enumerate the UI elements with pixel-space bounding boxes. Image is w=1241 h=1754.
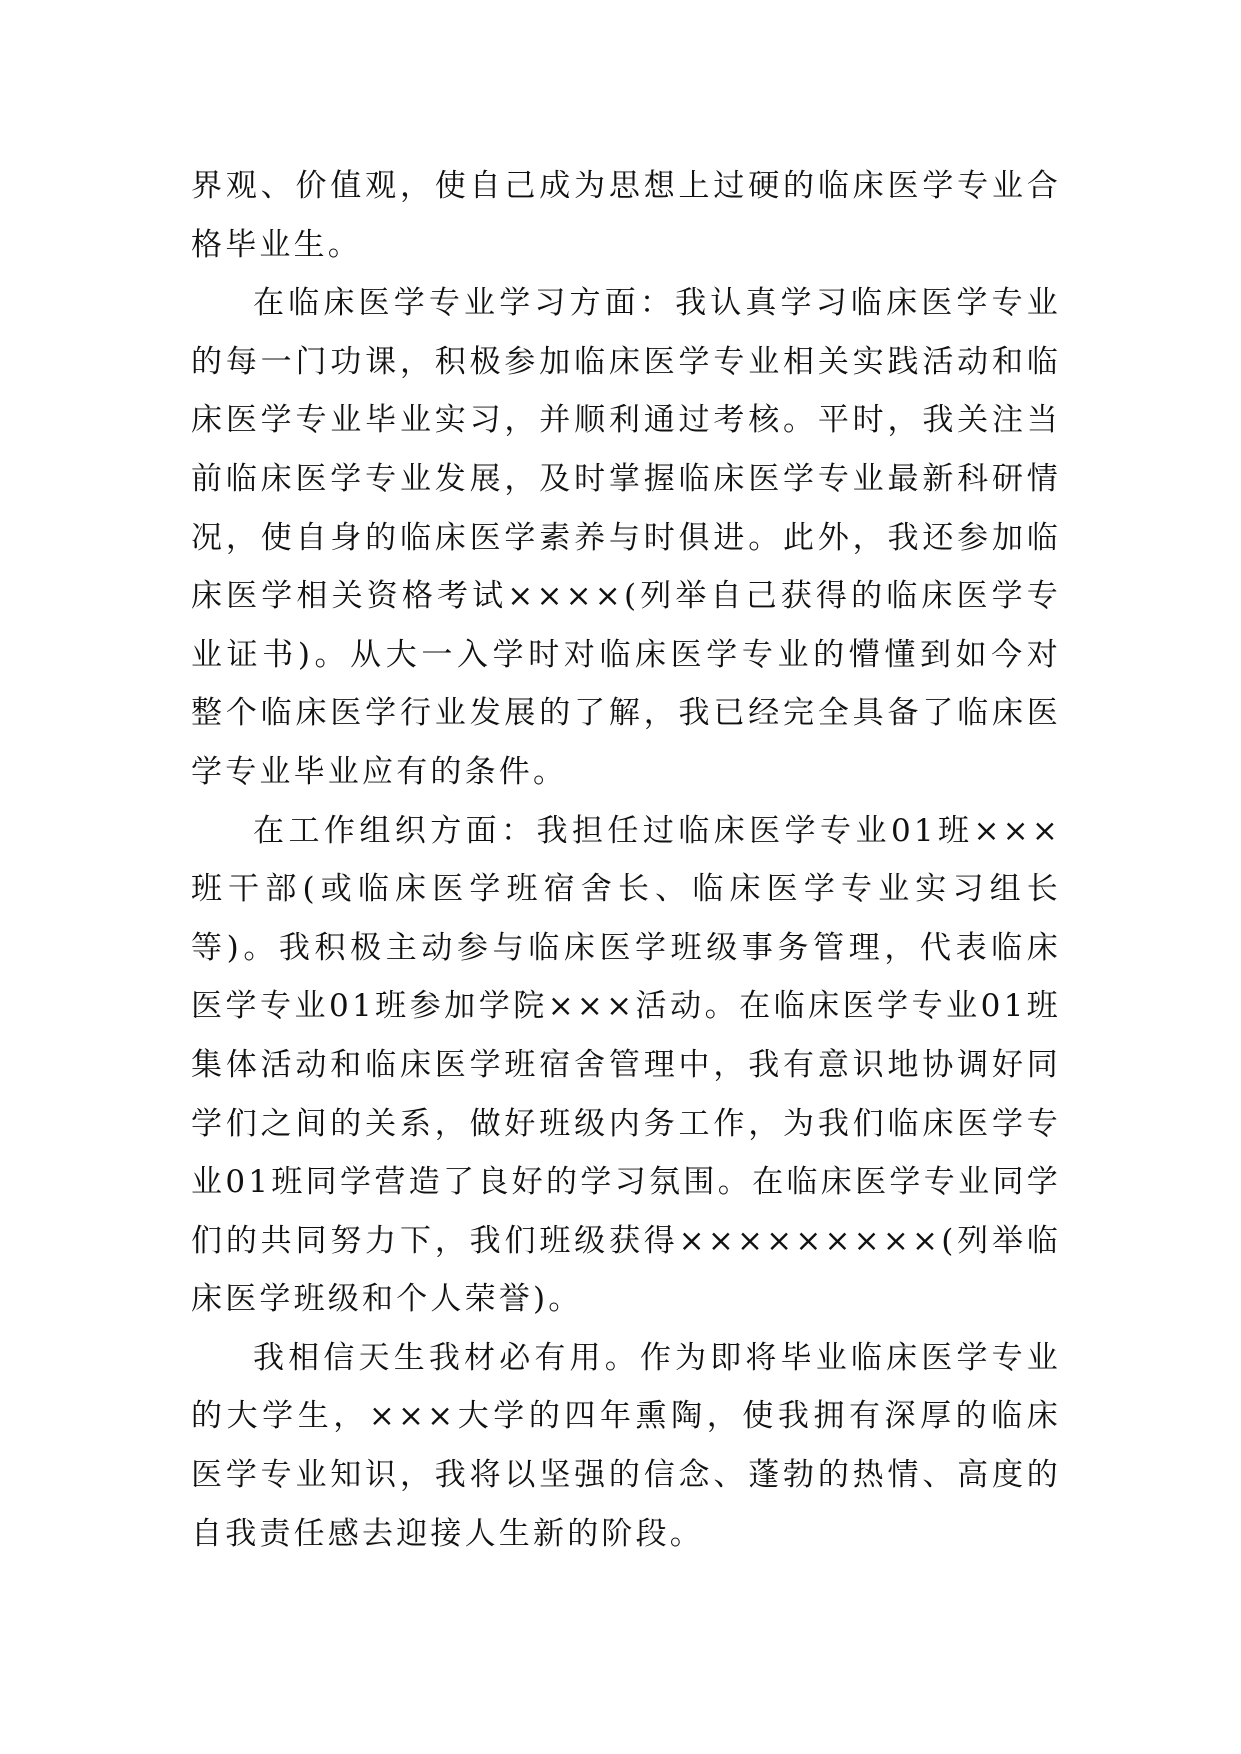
paragraph-study: 在临床医学专业学习方面：我认真学习临床医学专业的每一门功课，积极参加临床医学专业相关实践活动和临床医学专业毕业实习，并顺利通过考核。平时，我关注当前临床医学专业发展，及时掌握临床医学专业最新科研情况，使自身的临床医学素养与时俱进。此外，我还参加临床医学相关资格考试××××(列举自己获得的临床医学专业证书)。从大一入学时对临床医学专业的懵懂到如今对整个临床医学行业发展的了解，我已经完全具备了临床医学专业毕业应有的条件。 (191, 285, 1061, 790)
paragraph-continuation: 界观、价值观，使自己成为思想上过硬的临床医学专业合格毕业生。 (191, 168, 1061, 263)
paragraph-work-organization: 在工作组织方面：我担任过临床医学专业01班×××班干部(或临床医学班宿舍长、临床医学专业实习组长等)。我积极主动参与临床医学班级事务管理，代表临床医学专业01班参加学院×××活动。在临床医学专业01班集体活动和临床医学班宿舍管理中，我有意识地协调好同学们之间的关系，做好班级内务工作，为我们临床医学专业01班同学营造了良好的学习氛围。在临床医学专业同学们的共同努力下，我们班级获得×××××××××(列举临床医学班级和个人荣誉)。 (191, 812, 1061, 1318)
document-body (191, 157, 1061, 1563)
paragraph-conclusion: 我相信天生我材必有用。作为即将毕业临床医学专业的大学生，×××大学的四年熏陶，使我拥有深厚的临床医学专业知识，我将以坚强的信念、蓬勃的热情、高度的自我责任感去迎接人生新的阶段。 (191, 1339, 1061, 1552)
